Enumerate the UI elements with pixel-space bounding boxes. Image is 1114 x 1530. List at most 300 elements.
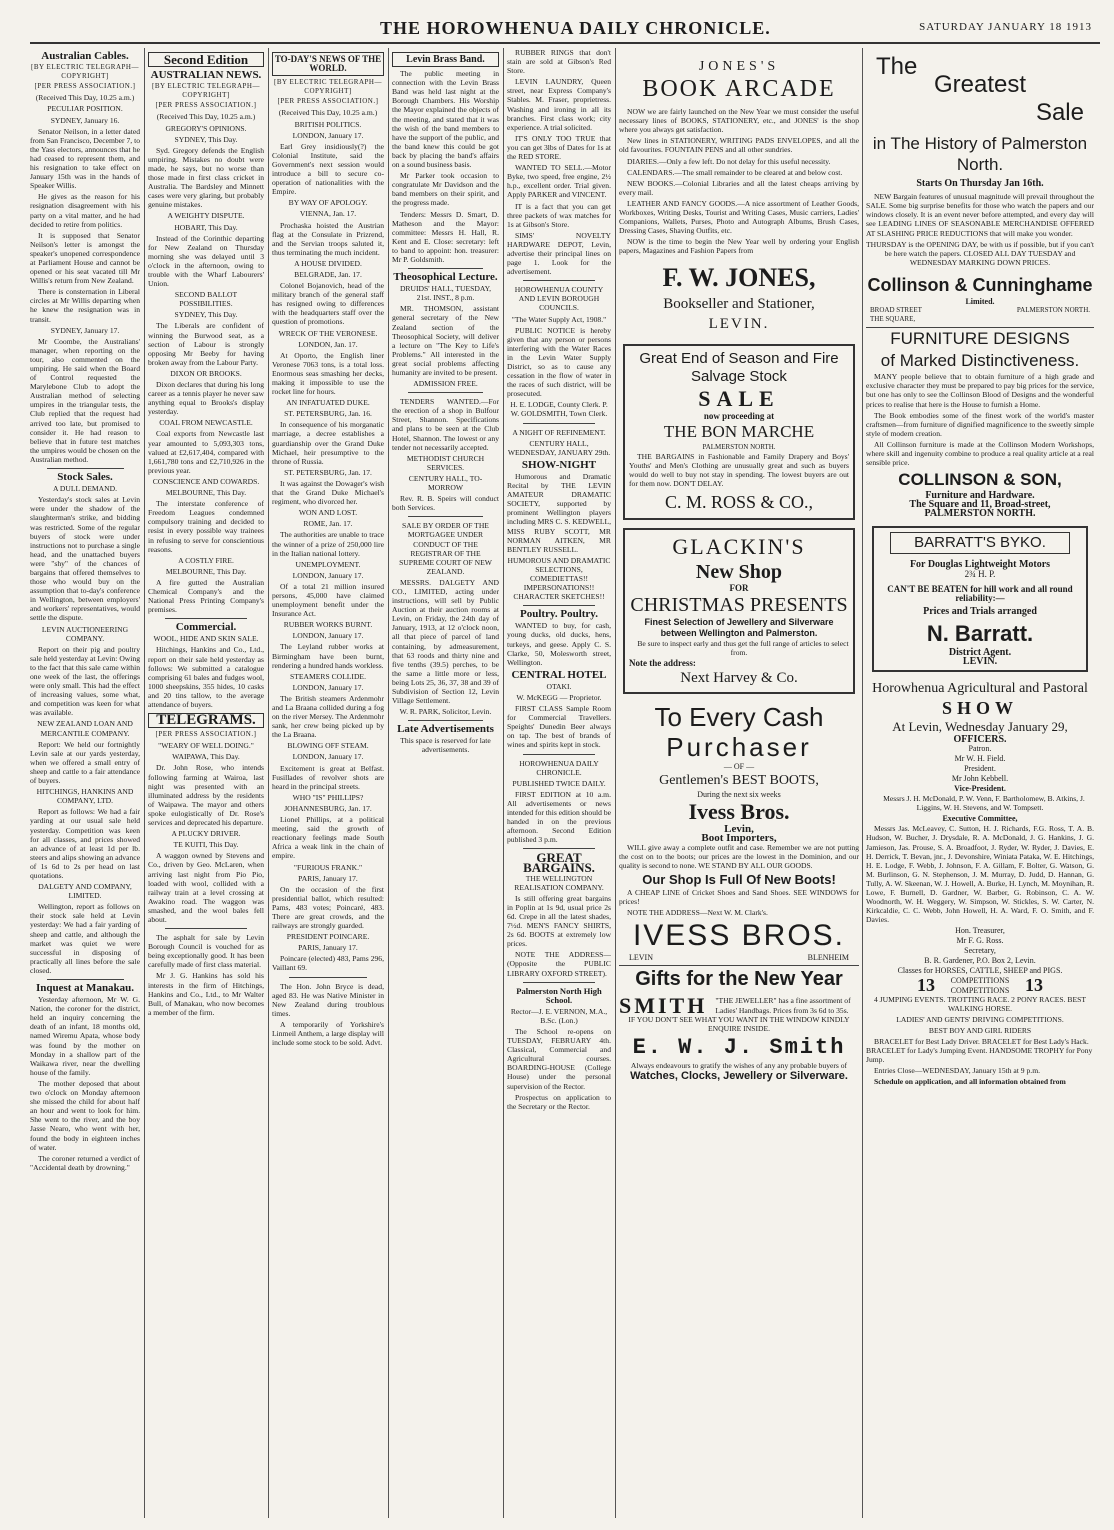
advertisement-text: MANY people believe that to obtain furniture of a high grade and exclusive character they must be prepared to pay big prices for the service, but one has only to see the Collinson Blood of Designs and the wonderful prices to realise that here is the House to furnish a Home. xyxy=(866,372,1094,409)
ross-name: C. M. ROSS & CO., xyxy=(664,492,814,513)
subheading: CONSCIENCE AND COWARDS. xyxy=(152,476,260,486)
addresses-row xyxy=(866,306,1094,315)
wire-credit: [BY ELECTRIC TELEGRAPH—COPYRIGHT] xyxy=(31,63,139,81)
address-line: The Square and 11, Broad-street, xyxy=(909,499,1051,511)
driving-line: LADIES' AND GENTS' DRIVING COMPETITIONS. xyxy=(896,1014,1064,1024)
gifts-heading: Gifts for the New Year xyxy=(619,965,859,992)
subheading: RUBBER WORKS BURNT. xyxy=(283,620,373,630)
column-rule xyxy=(503,48,504,1518)
divider xyxy=(408,720,483,721)
article-paragraph: It was against the Dowager's wish that the Grand Duke Michael's regiment, who divorced her. xyxy=(272,478,384,507)
subheading: GREGORY'S OPINIONS. xyxy=(165,123,247,133)
show-society-heading: Horowhenua Agricultural and Pastoral xyxy=(872,681,1088,697)
lecture-venue: DRUIDS' HALL, TUESDAY, 21st. INST., 8 p.m. xyxy=(399,284,492,303)
article-paragraph: Prochaska hoisted the Austrian flag at the Consulate in Prizrend, and the Servian troops saluted it, thus terminating the much incident. xyxy=(272,220,384,257)
wire-credit: [BY ELECTRIC TELEGRAPH—COPYRIGHT] xyxy=(274,78,382,96)
patron-label: Patron. xyxy=(968,744,992,754)
subheading: Rector—J. E. VERNON, M.A., B.Sc. (Lon.) xyxy=(510,1006,608,1025)
show-night-title: SHOW-NIGHT xyxy=(521,458,597,471)
branches-line xyxy=(619,953,859,962)
dateline: LONDON, January 17. xyxy=(292,130,364,140)
subheading: CENTRAL HOTEL xyxy=(511,668,607,681)
smith-name: SMITH xyxy=(619,993,708,1019)
ivess-bros-name: IVESS BROS. xyxy=(632,919,846,953)
subheading: "FURIOUS FRANK." xyxy=(293,862,363,872)
advertisement-text: NOTE THE ADDRESS—Next W. M. Clark's. xyxy=(627,908,768,918)
jewellery-line: Finest Selection of Jewellery and Silverware between Wellington and Palmerston. xyxy=(644,617,834,639)
cash-heading: To Every Cash xyxy=(654,702,824,733)
dateline: SYDNEY, January 17. xyxy=(50,325,120,335)
dateline: ROME, Jan. 17. xyxy=(303,519,353,529)
subheading: HITCHINGS, HANKINS AND COMPANY, LTD. xyxy=(36,787,134,806)
advertisement-text: THE BARGAINS in Fashionable and Family Drapery and Boys' Youths' and Men's Clothing are unusually great and such as buyers would do well to buy not stay in spending. The lowest buyers are out for them now. DON'T DELAY. xyxy=(629,451,849,488)
subheading: WON AND LOST. xyxy=(298,508,358,518)
levin-line: LEVIN. xyxy=(962,656,998,667)
article-paragraph: Excitement is great at Belfast. Fusillades of revolver shots are heard in the principal streets. xyxy=(272,763,384,791)
purchaser-heading: Purchaser xyxy=(666,732,812,763)
subheading: A NIGHT OF REFINEMENT. xyxy=(512,427,606,437)
advertisement-text: SIMS' NOVELTY HARDWARE DEPOT, Levin, advertise their principal lines on page 1. Look for the advertisement. xyxy=(507,230,611,277)
article-paragraph: Syd. Gregory defends the English umpiring. Mistakes no doubt were made, he says, but no worse than those made in first class cricket in Australia. The Bardsley and Minnett cases were very glaring, but probably genuine mistakes. xyxy=(148,145,264,210)
advertisement-text: A CHEAP LINE of Cricket Shoes and Sand Shoes. SEE WINDOWS for prices! xyxy=(619,888,859,907)
dateline: LONDON, January 17. xyxy=(292,631,364,641)
subheading: PECULIAR POSITION. xyxy=(47,104,123,114)
section-heading: Inquest at Manakau. xyxy=(35,982,135,994)
divider xyxy=(165,618,246,619)
column-small-ads xyxy=(507,48,611,1520)
subheading: CENTURY HALL, WEDNESDAY, JANUARY 29th. xyxy=(507,438,611,457)
salvage-heading: Great End of Season and Fire Salvage Stock xyxy=(639,349,839,385)
branch-blenheim: BLENHEIM xyxy=(807,953,849,963)
section-heading: Theosophical Lecture. xyxy=(393,271,498,284)
furniture-hardware-line: Furniture and Hardware. xyxy=(925,490,1035,502)
section-heading: Stock Sales. xyxy=(57,471,113,484)
dateline: LONDON, January 17. xyxy=(292,570,364,580)
show-date-line: At Levin, Wednesday January 29, xyxy=(892,719,1068,735)
dateline: LONDON, Jan. 17. xyxy=(298,339,358,349)
divider xyxy=(408,392,483,393)
subheading: COAL FROM NEWCASTLE. xyxy=(159,418,253,428)
issue-date: SATURDAY JANUARY 18 1913 xyxy=(919,21,1092,33)
prices-trials-line: Prices and Trials arranged xyxy=(923,605,1037,617)
column-local-news xyxy=(392,48,499,1520)
treasurer-label: Hon. Treasurer, xyxy=(955,926,1005,936)
ivess-name: Ivess Bros. xyxy=(688,798,790,824)
subheading: DALGETY AND COMPANY, LIMITED. xyxy=(38,882,132,901)
subheading: HOROWHENUA DAILY CHRONICLE. xyxy=(519,758,599,777)
section-heading: Commercial. xyxy=(175,621,237,634)
branch-levin: LEVIN xyxy=(629,953,653,963)
subheading: A DULL DEMAND. xyxy=(52,484,118,494)
subheading: SALE BY ORDER OF THE MORTGAGEE UNDER CONDUCT OF THE REGISTRAR OF THE SUPREME COURT OF NEW ZEALAND. xyxy=(399,521,492,576)
collinson-son-name: COLLINSON & SON, xyxy=(898,470,1062,490)
article-paragraph: Earl Grey insidiously(?) the Colonial Institute, said the Government's next session would introduce a bill to secure co-operation of nationalities with the Empire. xyxy=(272,141,384,197)
show-word: SHOW xyxy=(941,698,1018,719)
watches-line: Watches, Clocks, Jewellery or Silverware. xyxy=(630,1069,848,1082)
article-paragraph: The Liberals are confident of winning the Burwood seat, as a section of Labour is strongly opposing Mr Beeby for having broken away from the Labour Party. xyxy=(148,321,264,367)
subheading: OTAKI. xyxy=(546,681,572,691)
new-shop-line: New Shop xyxy=(695,561,783,584)
address-label: Note the address: xyxy=(629,658,696,669)
subheading: WOOL, HIDE AND SKIN SALE. xyxy=(153,634,259,644)
advertisement-text: New lines in STATIONERY, WRITING PADS ENVELOPES, and all the old favourites. FOUNTAIN PENS and all other sundries. xyxy=(619,136,859,155)
subheading: HOROWHENUA COUNTY AND LEVIN BOROUGH COUNCILS. xyxy=(514,285,604,313)
article-paragraph: Senator Neilson, in a letter dated from San Francisco, December 7, to the Yass electors, announces that he had ceased to represent them, and his resignation to take effect on January 15th was in the hands of Speaker Willis. xyxy=(30,126,140,191)
advertisement-text: IF YOU DON'T SEE WHAT YOU WANT IN THE WINDOW KINDLY ENQUIRE INSIDE. xyxy=(628,1014,850,1033)
article-paragraph: He gives as the reason for his resignation disagreement with his party on a vital matter, and he had decided to retire from politics. xyxy=(30,192,140,229)
for-line: FOR xyxy=(729,583,749,594)
broad-street: BROAD STREET xyxy=(870,306,922,315)
sale-word: SALE xyxy=(698,385,780,411)
competitions-row xyxy=(866,976,1094,994)
article-paragraph: Coal exports from Newcastle last year amounted to 5,093,303 tons, valued at £2,617,404, compared with 1,661,780 tons and £2,710,926 in the previous year. xyxy=(148,429,264,475)
events-line: 4 JUMPING EVENTS. TROTTING RACE. 2 PONY RACES. BEST WALKING HORSE. xyxy=(873,994,1086,1013)
fw-jones-name: F. W. JONES, xyxy=(662,262,816,292)
proceeding-line: now proceeding at xyxy=(703,410,775,421)
article-paragraph: Lionel Phillips, at a political meeting, said the growth of reactionary feelings made South Africa a weak link in the chain of empire. xyxy=(272,815,384,861)
article-paragraph: Dr. John Rose, who intends following farming at Wairoa, last night was presented with an illuminated address by the residents of Waipawa. The mayor and others spoke eulogistically of Dr. Rose's services and deprecated his departure. xyxy=(148,763,264,828)
subheading: A COSTLY FIRE. xyxy=(178,555,234,565)
article-paragraph: Poincare (elected) 483, Pams 296, Vaillant 69. xyxy=(272,954,384,973)
jones-heading: JONES'S xyxy=(698,59,780,74)
officers-heading: OFFICERS. xyxy=(953,734,1007,746)
competitions-label: COMPETITIONS COMPETITIONS xyxy=(950,976,1010,995)
levin-line: Levin, xyxy=(724,822,754,835)
vice-president-label: Vice-President. xyxy=(954,784,1006,794)
advertisement-text: WANTED TO SELL.—Motor Byke, two speed, free engine, 2½ h.p., excellent order. Trial given. Apply PARKER and VINCENT. xyxy=(507,163,611,200)
article-paragraph: A temporarily of Yorkshire's Linmeil Anthem, a large display will include some stock to be sold. Advt. xyxy=(272,1019,384,1048)
executive-label: Executive Committee, xyxy=(942,814,1018,824)
signature: W. McKEGG — Proprietor. xyxy=(516,693,602,702)
subheading: Poultry. Poultry. xyxy=(520,608,598,621)
subheading: LEVIN AUCTIONEERING COMPANY. xyxy=(41,624,129,643)
article-paragraph: The authorities are unable to trace the winner of a prize of 250,000 lire in the Italian national lottery. xyxy=(272,530,384,558)
article-paragraph: Of a total 21 million insured persons, 45,000 have claimed unemployment benefit under the Insurance Act. xyxy=(272,581,384,619)
palmerston-north: PALMERSTON NORTH. xyxy=(1016,306,1090,315)
article-paragraph: The Hon. John Bryce is dead, aged 83. He was Native Minister in New Zealand during troublous times. xyxy=(272,981,384,1018)
wire-credit: [PER PRESS ASSOCIATION.] xyxy=(155,101,257,110)
article-paragraph: There is consternation in Liberal circles at Mr Willis departing when he knew the resignation was in transit. xyxy=(30,287,140,324)
column-display-ads xyxy=(619,48,859,1520)
subheading: Palmerston North High School. xyxy=(516,985,602,1005)
advertisement-text: NOTE THE ADDRESS—(Opposite the PUBLIC LIBRARY OXFORD STREET). xyxy=(507,950,611,978)
subheading: BRITISH POLITICS. xyxy=(294,119,362,129)
article-paragraph: On the occasion of the first presidential ballot, which resulted: Pams, 483 votes; Poincaré, 483. There are great crowds, and the railways are strongly guarded. xyxy=(272,884,384,931)
shop-full-line: Our Shop Is Full Of New Boots! xyxy=(642,872,836,888)
article-paragraph: The mother deposed that about two o'clock on Monday afternoon she missed the child for about half an hour and went to look for him. She went to the river, and the boy Jasse Nearo, who went with her, found the body in eighteen inches of water. xyxy=(30,1078,140,1152)
column-right-ads xyxy=(866,48,1094,1520)
article-paragraph: The coroner returned a verdict of "Accidental death by drowning." xyxy=(30,1153,140,1172)
subheading: PRESIDENT POINCARE. xyxy=(286,932,370,942)
section-heading: Australian Cables. xyxy=(41,50,129,62)
dateline: LONDON, January 17. xyxy=(292,682,364,692)
dateline: PARIS, January 17. xyxy=(298,943,358,953)
levin-line: LEVIN. xyxy=(708,315,770,332)
divider xyxy=(289,977,367,978)
advertisement-text: IT is a fact that you can get three packets of wax matches for 1s at Gibson's Store. xyxy=(507,201,611,229)
president-name: Mr John Kebbell. xyxy=(951,774,1009,784)
glackin-ad xyxy=(623,528,855,694)
competitions-count: 13 xyxy=(917,974,935,995)
dateline: LONDON, January 17. xyxy=(292,752,364,762)
masthead-rule xyxy=(30,42,1100,44)
greatest-sale-heading xyxy=(866,48,1094,80)
dateline: ST. PETERSBURG, Jan. 16. xyxy=(284,409,372,419)
dateline: JOHANNESBURG, Jan. 17. xyxy=(284,803,372,813)
column-rule xyxy=(388,48,389,1518)
advertisement-text: MESSRS. DALGETY AND CO., LIMITED, acting under instructions, will sell by Public Auction at their auction rooms at Levin, on Friday, the 24th day of January, 1913, at 12 o'clock noon, all that piece of parcel of land containing, by admeasurement, that 63 roods and thirty nine and five tenths (39.5) perches, to be the same a little more or less, being Lots 25, 36, 37, 38 and 39 of Subdivision of Section 12, Levin Village Settlement. xyxy=(392,577,499,706)
section-heading-boxed: Second Edition xyxy=(148,52,264,67)
subheading: UNEMPLOYMENT. xyxy=(295,559,361,569)
bon-marche-name: THE BON MARCHE xyxy=(663,421,815,441)
subheading: A WEIGHTY DISPUTE. xyxy=(167,211,245,221)
section-heading-boxed: Levin Brass Band. xyxy=(392,52,499,67)
section-heading: Late Advertisements xyxy=(397,723,494,736)
executive-names: Messrs Jas. McLeavey, C. Sutton, H. J. Richards, F.G. Ross, T. A. B. Hudson, W. Bucher, J. Drysdale, R. A. McDonald, J. G. Hankins, J. G. Jamieson, Jas. Prouse, S. A. Broadfoot, J. Ryder, W. Ryder, J. Davies, E. H. Derrick, T. Bevan, jnr., J. Devonshire, Winiata Pataka, W. E. Hitchings, H. E. Lodge, F. Webb, J. Johnson, F. A. Gillam, F. Bolter, G. Watson, G. M. Burlinson, G. N. Stephenson, J. M. Murray, D. Judd, D. Hannan, G. Tully, A. W. Skeenan, W. J. Howell, A. Burke, H. Lynch, M. Moynihan, R. Lowe, F. Burnell, D. Gardner, W. Barber, G. Robinson, C. A. W. Woodnorth, W. H. Weggery, W. Simpson, W. Stickles, S. W. Carter, N. Kirkcaldie, C. C. Webb, John Howell, H. A. Ward, F. O. Smith, and F. Davies. xyxy=(866,824,1094,925)
subheading: WHO "IS" PHILLIPS? xyxy=(292,792,364,802)
article-paragraph: Report: We held our fortnightly Levin sale at our yards yesterday, when we offered a small entry of sheep and cattle to a fair attendance of buyers. xyxy=(30,739,140,786)
limited-line: Limited. xyxy=(965,296,995,306)
dateline: WAIPAWA, This Day. xyxy=(172,752,240,762)
article-paragraph: Report on their pig and poultry sale held yesterday at Levin: Owing to the fact that this sale came within one week of the last, the offerings were only small. This had the effect of increasing values, some what, and competition was keen for what was available. xyxy=(30,644,140,718)
section-heading: AUSTRALIAN NEWS. xyxy=(150,69,262,82)
article-paragraph: The interstate conference of Freedom Leagues condemned compulsory training and decided to resist in every possible way trainees in refusing to serve for conscientious reasons. xyxy=(148,499,264,554)
advertisement-text: WANTED to buy, for cash, young ducks, old ducks, hens, turkeys, and geese. Apply C. S. Clarke, 50, Molesworth street, Wellington. xyxy=(507,621,611,667)
advertisement-text: The Book embodies some of the finest work of the world's master craftsmen—from furniture of dignified magnificence to the sweetly simple style of modern creation. xyxy=(866,410,1094,438)
entries-line: Entries Close—WEDNESDAY, January 15th at 9 p.m. xyxy=(874,1066,1040,1076)
advertisement-text: WILL give away a complete outfit and case. Remember we are not putting the cost on to the boots; our prices are the lowest in the Dominion, and our quality is second to none. WE STAND BY ALL OUR GOODS. xyxy=(619,842,859,870)
subheading: A PLUCKY DRIVER. xyxy=(171,829,241,839)
article-paragraph: In consequence of his morganatic marriage, a decree establishes a guardianship over the Grand Duke Michael, heir presumptive to the throne of Russia. xyxy=(272,420,384,466)
column-australian-cables xyxy=(30,48,140,1520)
subheading: STEAMERS COLLIDE. xyxy=(290,671,366,681)
address-line: Next Harvey & Co. xyxy=(680,670,798,687)
dateline: HOBART, This Day. xyxy=(174,222,238,232)
of-line: — OF — xyxy=(723,762,755,772)
article-paragraph: It is supposed that Senator Neilson's letter is amongst the speaker's unopened correspondence at Parliament House and cannot be opened or his seat vacated till Mr Willis's return from New Zealand. xyxy=(30,230,140,286)
article-paragraph: A waggon owned by Stevens and Co., driven by Geo. McLaren, when arriving last night from Pio Pio, loaded with wool, collided with a railway train at a level crossing at Awakino road. The waggon was smashed, and the wool bales fell about. xyxy=(148,851,264,924)
divider xyxy=(523,605,596,606)
boot-importers-line: Boot Importers, xyxy=(701,831,777,844)
jeweller-text: "THE JEWELLER" has a fine assortment of Ladies' Handbags. Prices from 3s 6d to 35s. xyxy=(715,996,851,1015)
subheading: WRECK OF THE VERONESE. xyxy=(278,328,378,338)
riders-line: BEST BOY AND GIRL RIDERS xyxy=(928,1025,1032,1035)
article-paragraph: Yesterday's stock sales at Levin were under the shadow of the slaughterman's strike, and bidding was restricted. Some of the regular buyers of stock were under instructions not to purchase a single head, and the unattached buyers were "shy" of the chances of bargains that offered themselves to those who would buy on the assumption that to-day's conference in Wellington, between employers' and workers' representatives, would settle the dispute. xyxy=(30,495,140,623)
competitions-count: 13 xyxy=(1025,974,1043,995)
schedule-line: Schedule on application, and all information obtained from xyxy=(874,1077,1066,1087)
article-paragraph: Instead of the Corinthic departing for New Zealand on Thursday morning she was delayed until 3 o'clock in the afternoon, owing to trouble with the Wharf Labourers' Union. xyxy=(148,233,264,289)
subheading: THE WELLINGTON REALISATION COMPANY. xyxy=(514,873,604,892)
horsepower-line: 2¾ H. P. xyxy=(964,568,996,579)
advertisement-text: HUMOROUS AND DRAMATIC SELECTIONS, COMEDIETTAS!! IMPERSONATIONS!! CHARACTER SKETCHES!! xyxy=(507,555,611,602)
wire-credit: [PER PRESS ASSOCIATION.] xyxy=(155,730,257,739)
signature: W. R. PARK, Solicitor, Levin. xyxy=(399,707,492,717)
article-paragraph: Mr Parker took occasion to congratulate Mr Davidson and the band members on their spirit, and the progress made. xyxy=(392,171,499,208)
article-paragraph: A fire gutted the Australian Chemical Company's and the National Press Printing Company's premises. xyxy=(148,577,264,615)
advertisement-text: FIRST EDITION at 10 a.m. All advertisements or news intended for this edition should be handed in on the previous afternoon. Second Edition published 3 p.m. xyxy=(507,789,611,845)
subheading: "WEARY OF WELL DOING." xyxy=(158,741,254,751)
advertisement-text: Humorous and Dramatic Recital by THE LEVIN AMATEUR DRAMATIC SOCIETY, supported by prominent Wellington players including MRS C. S. KEDWELL, MISS RUBY SCOTT, MR NORMAN AITKEN, MR BENTLEY RUSSELL. xyxy=(507,471,611,554)
advertisement-text: Always endeavours to gratify the wishes of any any probable buyers of xyxy=(630,1060,848,1070)
section-heading-boxed: TELEGRAMS. xyxy=(148,713,264,728)
subheading: METHODIST CHURCH SERVICES. xyxy=(406,453,485,472)
masthead xyxy=(0,18,1114,40)
district-agent-line: District Agent. xyxy=(948,646,1012,658)
divider xyxy=(523,280,596,281)
signature: H. E. LODGE, County Clerk. P. W. GOLDSMITH, Town Clerk. xyxy=(510,400,608,419)
article-paragraph: MR. THOMSON, assistant general secretary of the New Zealand section of the Theosophical Society, will deliver a lecture on "The Key to Life's Problems." All interested in the great social problems affecting humanity are invited to be present. xyxy=(392,304,499,377)
president-label: President. xyxy=(964,764,996,774)
dateline: SYDNEY, January 16. xyxy=(50,115,120,125)
vice-president-names: Messrs J. H. McDonald, P. W. Venn, F. Bartholomew, B. Atkins, J. Liggins, W. H. Stevens, and W. Tompsett. xyxy=(883,794,1085,813)
article-paragraph: Wellington, report as follows on their stock sale held at Levin yesterday: We had a fair yarding of sheep and cattle, and although the market was quiet we were successful in disposing of practically all lines before the sale closed. xyxy=(30,902,140,975)
best-boots-line: Gentlemen's BEST BOOTS, xyxy=(659,772,819,788)
ewj-smith-name: E. W. J. Smith xyxy=(632,1034,846,1060)
advertisement-text: Be sure to inspect early and thus get the full range of articles to select from. xyxy=(637,639,849,658)
dateline: SYDNEY, This Day. xyxy=(174,134,238,144)
received-time: (Received This Day, 10.25 a.m.) xyxy=(156,112,256,122)
great-bargains-heading: GREAT BARGAINS. xyxy=(523,850,595,875)
advertisement-text: Rev. R. B. Speirs will conduct both Services. xyxy=(392,494,499,513)
furniture-designs-heading: FURNITURE DESIGNS xyxy=(866,327,1094,350)
section-heading-boxed: TO-DAY'S NEWS OF THE WORLD. xyxy=(272,52,384,76)
bookseller-line: Bookseller and Stationer, xyxy=(663,295,815,312)
subheading: PUBLISHED TWICE DAILY. xyxy=(512,778,606,788)
advertisement-text: Is still offering great bargains in Poplin at 1s 9d, usual price 2s 6d. Crepe in all the latest shades, 7½d. MEN'S FANCY SHIRTS, 2s 6d. BOOTS at extremely low prices. xyxy=(507,893,611,949)
divider xyxy=(523,982,596,983)
article-paragraph: Colonel Bojanovich, head of the military branch of the general staff has resigned owing to differences with the headquarters staff over the question of promotions. xyxy=(272,281,384,327)
subheading: BY WAY OF APOLOGY. xyxy=(288,198,368,208)
starts-line: Starts On Thursday Jan 16th. xyxy=(916,178,1044,190)
subheading: NEW ZEALAND LOAN AND MERCANTILE COMPANY. xyxy=(37,719,133,738)
advertisement-text: All Collinson furniture is made at the Collinson Modern Workshops, where skill and ingenuity combine to produce a real quality article at a real sensible price. xyxy=(866,439,1094,468)
city-line: PALMERSTON NORTH. xyxy=(924,508,1036,520)
divider xyxy=(165,928,246,929)
advertisement-text: DIARIES.—Only a few left. Do not delay for this useful necessity. xyxy=(627,156,831,166)
the-square: THE SQUARE, xyxy=(870,315,916,324)
admission-note: ADMISSION FREE. xyxy=(413,379,478,389)
subheading: AN INFATUATED DUKE. xyxy=(286,398,370,408)
subheading: "The Water Supply Act, 1908." xyxy=(511,314,607,324)
patron-name: Mr W. H. Field. xyxy=(954,754,1006,764)
article-paragraph: The British steamers Ardenmohr and La Braana collided during a fog on the river Mersey. The Ardenmohr sank, her crew being picked up by the La Braana. xyxy=(272,693,384,740)
article-paragraph: The asphalt for sale by Levin Borough Council is vouched for as being exceptionally good. It has been carefully made of first class material. xyxy=(148,933,264,970)
column-rule xyxy=(615,48,616,1518)
during-line: During the next six weeks xyxy=(697,789,781,799)
dateline: BELGRADE, Jan. 17. xyxy=(294,269,362,279)
article-paragraph: The Leyland rubber works at Birmingham have been burnt, rendering a hundred hands workless. xyxy=(272,642,384,670)
column-second-edition xyxy=(148,48,264,1520)
divider xyxy=(408,268,483,269)
column-rule xyxy=(268,48,269,1518)
barratt-name: N. Barratt. xyxy=(926,620,1034,646)
collinson-cunninghame-name: Collinson & Cunninghame xyxy=(867,274,1093,295)
wire-credit: [PER PRESS ASSOCIATION.] xyxy=(277,97,379,106)
advertisement-text: RUBBER RINGS that don't stain are sold at Gibson's Red Store. xyxy=(507,48,611,76)
divider xyxy=(523,423,596,424)
advertisement-text: NEW BOOKS.—Colonial Libraries and all the latest cheaps arriving by every mail. xyxy=(619,178,859,197)
article-paragraph: Dixon declares that during his long career as a tennis player he never saw anything equal to Brooks's display yesterday. xyxy=(148,380,264,417)
smith-row xyxy=(619,993,859,1019)
distinctiveness-heading: of Marked Distinctiveness. xyxy=(880,351,1080,371)
sale-word: Sale xyxy=(1035,99,1084,127)
received-time: (Received This Day, 10.25 a.m.) xyxy=(35,93,135,103)
glackin-name: GLACKIN'S xyxy=(672,534,806,560)
dateline: MELBOURNE, This Day. xyxy=(165,488,247,498)
article-paragraph: Mr J. G. Hankins has sold his interests in the firm of Hitchings, Hankins and Co., Ltd., to Mr Walter Bull, of Manakau, who now becomes a member of the firm. xyxy=(148,971,264,1017)
advertisement-text: NEW Bargain features of unusual magnitude will prevail throughout the SALE. Some big surprise benefits for those who watch the papers and our windows closely. It is an event never before attempted, and every day will see LEADING LINES OF SEASONABLE MERCHANDISE OFFERED AT SLASHING PRICE REDUCTIONS that will make you wonder. xyxy=(866,192,1094,238)
advertisement-text: The School re-opens on TUESDAY, FEBRUARY 4th. Classical, Commercial and Agricultural courses. BOARDING-HOUSE (College House) under the personal supervision of the Rector. xyxy=(507,1027,611,1091)
article-paragraph: Report as follows: We had a fair yarding at our usual sale held yesterday. Competition was keen for all classes, and prices showed an advance of at least 1d per lb. steers and alips showing an advance of 1s 6d to 2s per head on last quotations. xyxy=(30,807,140,880)
christmas-presents-line: CHRISTMAS PRESENTS xyxy=(630,594,848,617)
article-paragraph: Mr Coombe, the Australians' manager, when reporting on the tour, also commented on the umpiring. He said when the Board of Control requested the Marylebone Club to adopt the Australian method of selecting umpires in the triangular tests, the Club replied that the request had arrived too late, but promised to consider it. He had reason to believe that in future test matches the umpires would be chosen on the Australian method. xyxy=(30,336,140,464)
city-line: PALMERSTON NORTH. xyxy=(702,442,776,451)
treasurer-name: Mr F. G. Ross. xyxy=(956,936,1004,946)
late-advertisements-note: This space is reserved for late advertisements. xyxy=(400,736,491,755)
divider xyxy=(523,754,596,755)
article-paragraph: Tenders: Messrs D. Smart, D. Matheson and the Mayor: committee: Messrs H. Hall, R. Kent and E. Close: secretary: left to band to appoint: hon. treasurer: Mr P. Goldsmith. xyxy=(392,209,499,264)
book-arcade-title: BOOK ARCADE xyxy=(642,76,836,103)
secretary-label: Secretary, xyxy=(964,946,996,956)
divider xyxy=(523,848,596,849)
column-world-news xyxy=(272,48,384,1520)
advertisement-text: NOW we are fairly launched on the New Year we must consider the useful necessary lines of BOOKS, STATIONERY, etc., and JONES' is the shop where you always get satisfaction. xyxy=(619,107,859,135)
classes-line: Classes for HORSES, CATTLE, SHEEP and PIGS. xyxy=(897,966,1063,976)
dateline: TE KUITI, This Day. xyxy=(173,840,239,850)
advertisement-text: CALENDARS.—The small remainder to be cleared at and below cost. xyxy=(627,167,843,177)
dateline: PARIS, January 17. xyxy=(298,873,358,883)
cant-be-beaten-line: CAN'T BE BEATEN for hill work and all round reliability:— xyxy=(887,583,1073,603)
advertisement-text: FIRST CLASS Sample Room for Commercial Travellers. Speights' Dunedin Beer always on tap. The best of brands of wines and spirits kept in stock. xyxy=(507,704,611,750)
subheading: SECOND BALLOT POSSIBILITIES. xyxy=(174,290,238,309)
wire-credit: [BY ELECTRIC TELEGRAPH—COPYRIGHT] xyxy=(152,82,260,100)
subheading: CENTURY HALL, TO-MORROW xyxy=(408,473,483,493)
dateline: MELBOURNE, This Day. xyxy=(165,566,247,576)
divider xyxy=(408,516,483,517)
column-rule xyxy=(862,48,863,1518)
dateline: SYDNEY, This Day. xyxy=(174,310,238,320)
bracelets-line: BRACELET for Best Lady Driver. BRACELET for Best Lady's Hack. BRACELET for Lady's Jumping Event. HANDSOME TROPHY for Pony Jump. xyxy=(866,1036,1093,1065)
the-word: The xyxy=(876,53,918,80)
subheading: A HOUSE DIVIDED. xyxy=(294,258,362,268)
greatest-word: Greatest xyxy=(933,71,1027,99)
subheading: DIXON OR BROOKS. xyxy=(170,368,242,378)
article-paragraph: Hitchings, Hankins and Co., Ltd., report on their sale held yesterday as follows: We submitted a catalogue comprising 61 bales and fudges wool, 1000 sheepskins, 355 hides, 10 casks and 20 tins tallow, to the average attendance of buyers. xyxy=(148,645,264,709)
received-time: (Received This Day, 10.25 a.m.) xyxy=(278,108,378,118)
subheading: BLOWING OFF STEAM. xyxy=(287,741,369,751)
wire-credit: [PER PRESS ASSOCIATION.] xyxy=(34,82,136,91)
byko-heading: BARRATT'S BYKO. xyxy=(890,532,1070,554)
advertisement-text: IT'S ONLY TOO TRUE that you can get 3lbs of Dates for 1s at the RED STORE. xyxy=(507,133,611,162)
advertisement-text: LEATHER AND FANCY GOODS.—A nice assortment of Leather Goods, Workboxes, Writing Desks, Tourist and Writing Cases, Music carriers, Ladies' Companions, Wallets, Purses, Photo and Autograph Albums, Brush Cases, Dressing Cases, Shaving Outfits, etc. xyxy=(619,198,859,236)
advertisement-text: THURSDAY is the OPENING DAY, be with us if possible, but if you can't be here watch the papers. CLOSED ALL DAY TUESDAY and WEDNESDAY MARKING DOWN PRICES. xyxy=(866,239,1094,267)
secretary-name: B. R. Gardener, P.O. Box 2, Levin. xyxy=(924,956,1036,966)
dateline: VIENNA, Jan. 17. xyxy=(299,209,357,219)
history-line: in The History of Palmerston North. xyxy=(872,134,1088,175)
advertisement-text: LEVIN LAUNDRY, Queen street, near Express Company's Stables. M. Fraser, proprietress. Washing and ironing in all its branches. First class work; city experience. A trial solicited. xyxy=(507,77,611,132)
article-paragraph: Yesterday afternoon, Mr W. G. Nation, the coroner for the district, held an inquiry concerning the death of an infant, 18 months old, named Wiremu Apata, whose body was found by the mother on Monday in a shallow part of the Waikawa river, near the dwelling house of the family. xyxy=(30,995,140,1077)
column-rule xyxy=(144,48,145,1518)
barratt-byko-ad xyxy=(872,526,1088,672)
divider xyxy=(47,468,124,469)
douglas-line: For Douglas Lightweight Motors xyxy=(909,559,1051,571)
bon-marche-ad xyxy=(623,344,855,521)
article-paragraph: At Oporto, the English liner Veronese 7063 tons, is a total loss. Enormous seas smashing her decks, making it impossible to use the rocket line for hours. xyxy=(272,350,384,397)
advertisement-text: PUBLIC NOTICE is hereby given that any person or persons interfering with the Water Races in the Levin Water Supply District, so as to cause any cessation in the flow of water in the races of such district, will be prosecuted. xyxy=(507,325,611,399)
article-paragraph: The public meeting in connection with the Levin Brass Band was held last night at the Borough Chambers. His Worship the Mayor explained the objects of the meeting, and stated that it was the wish of the band members to have the support of the public, and the band knew this could be got back by placing the band's affairs on a sound business basis. xyxy=(392,69,499,170)
advertisement-text: TENDERS WANTED.—For the erection of a shop in Bulfour Street, Shannon. Specifications and plans to be seen at the Club Hotel, Shannon. The lowest or any tender not necessarily accepted. xyxy=(392,397,499,452)
divider xyxy=(47,979,124,980)
